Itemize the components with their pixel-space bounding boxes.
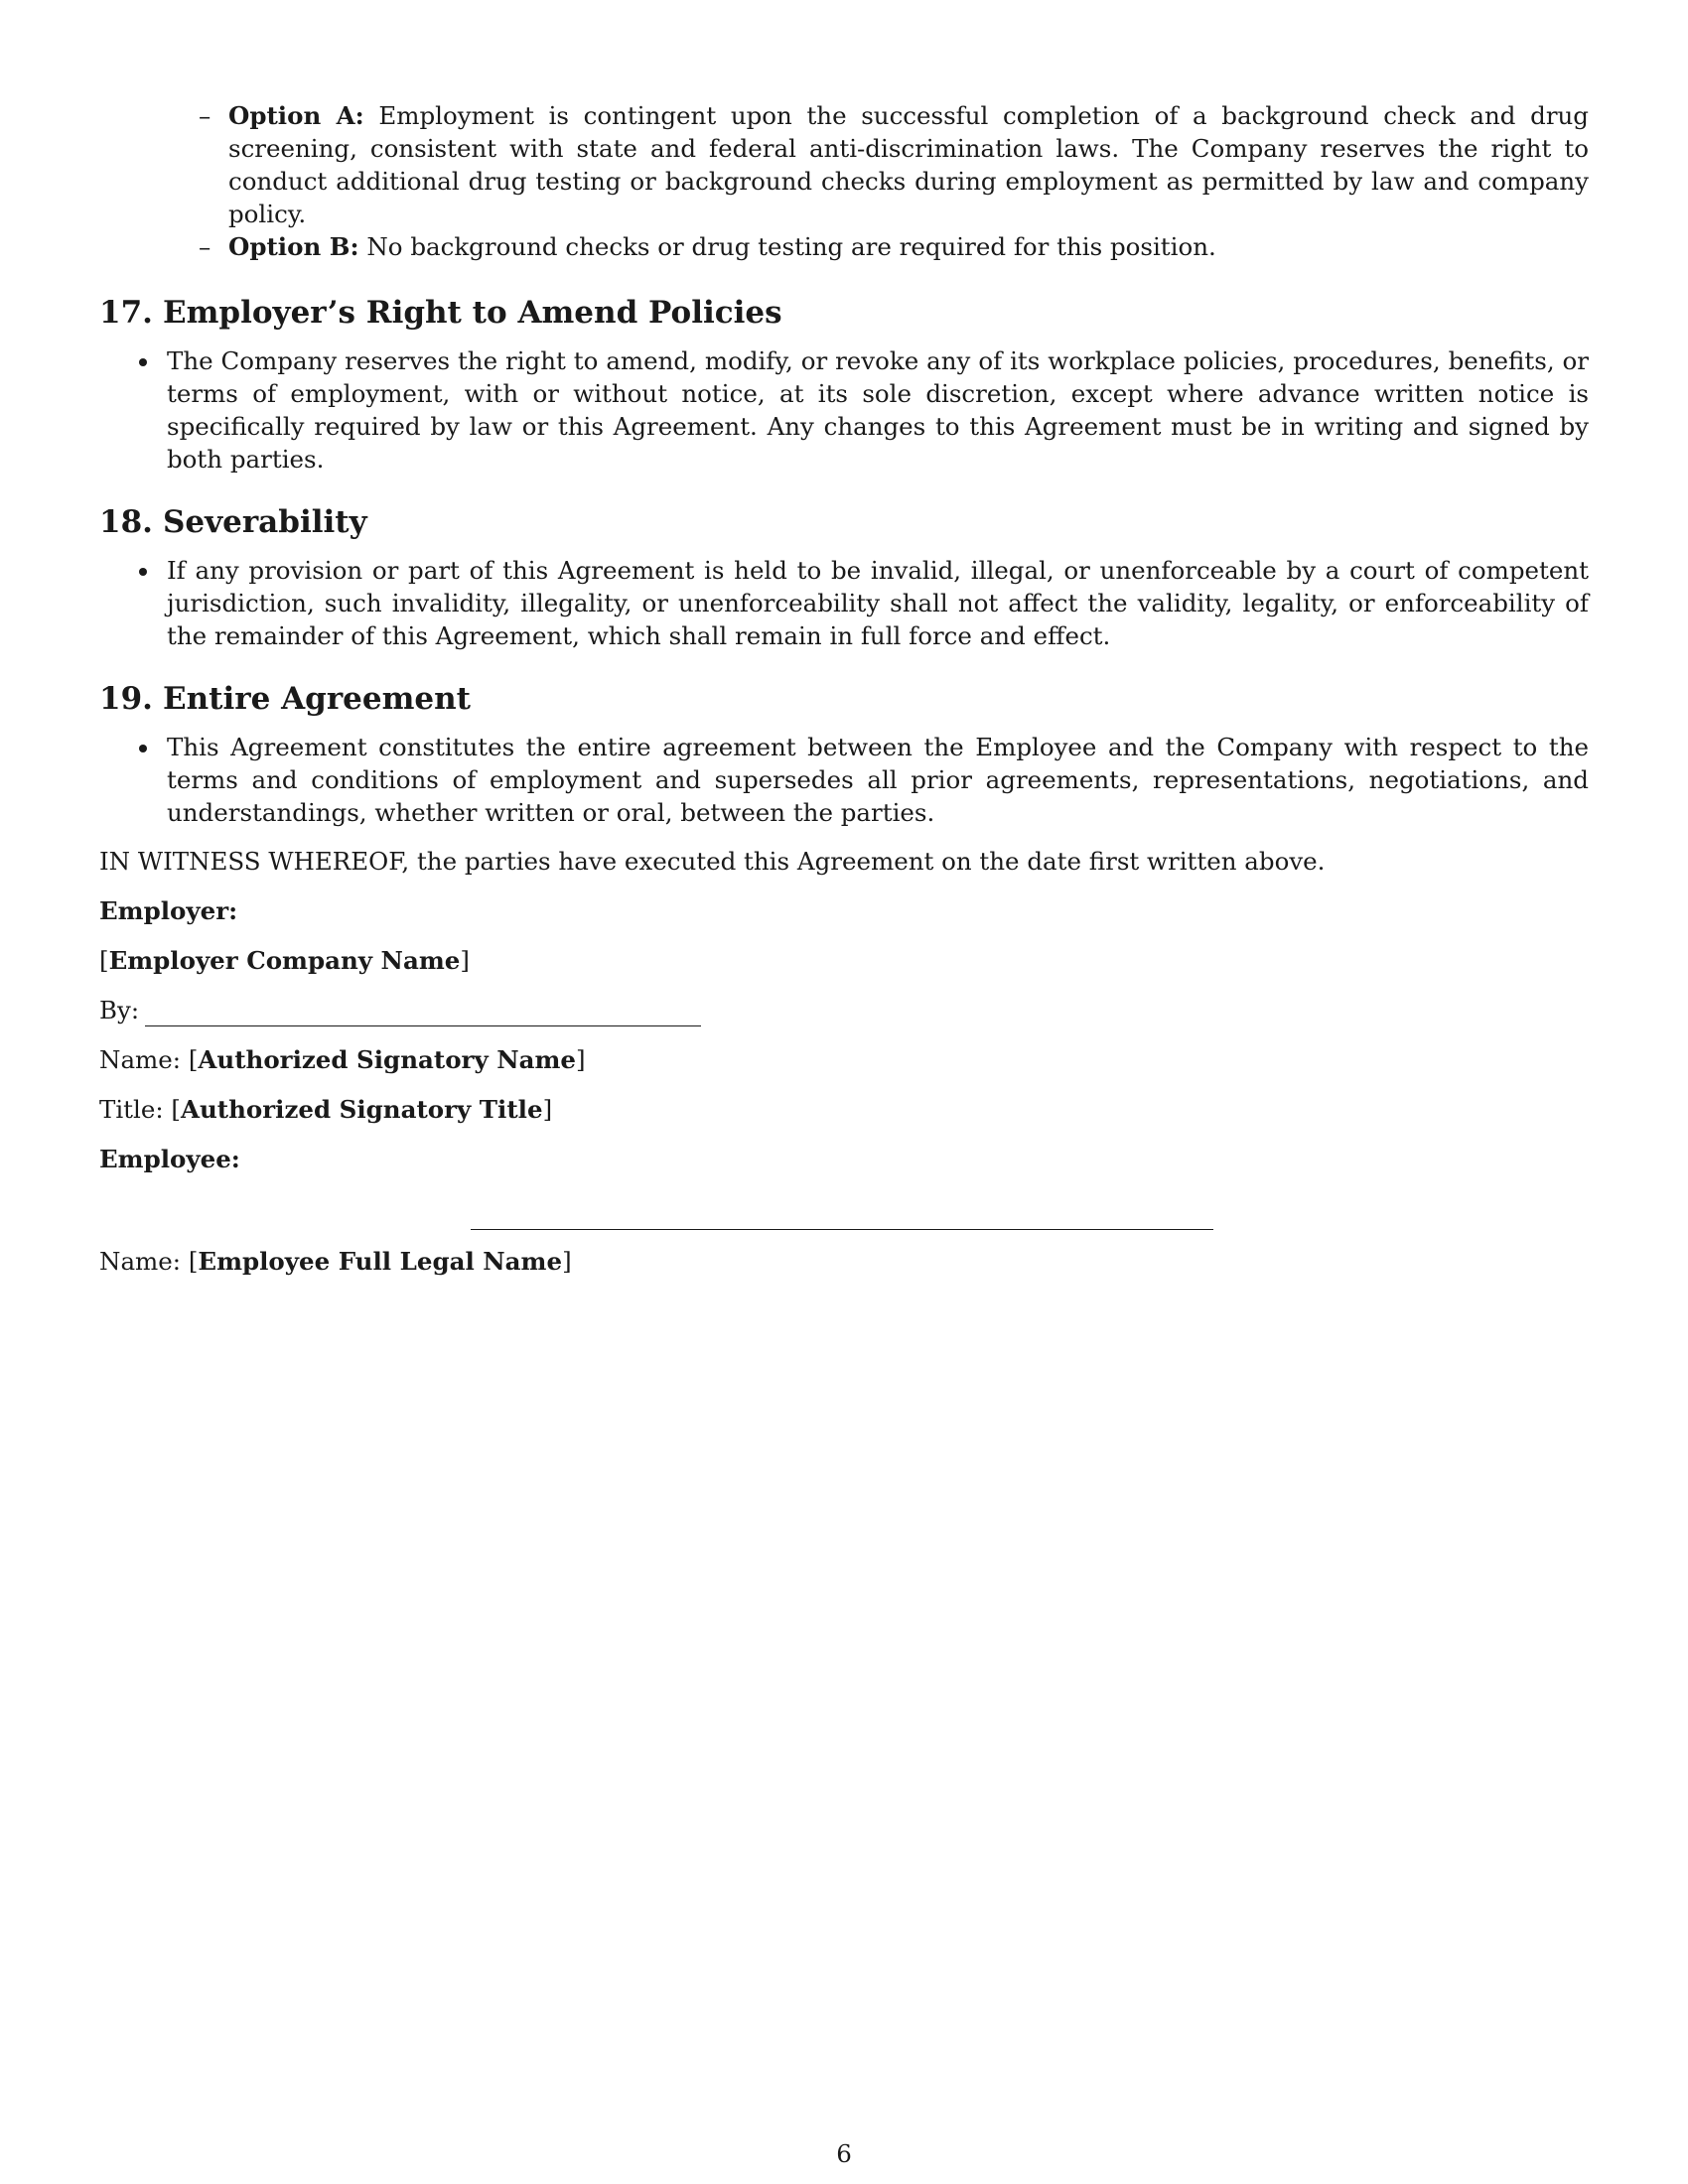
by-label: By: [99, 996, 140, 1024]
section-18-text: If any provision or part of this Agreement is held to be invalid, illegal, or unenforceable by a court of competent jurisdiction, such invalidity, illegality, or unenforceability shall not affect the validity, legality, or enforceability of the remainder of this Agreement, which shall remain in full force and effect. [167, 556, 1589, 650]
section-19-heading [99, 679, 1589, 719]
employer-by-row [99, 994, 1589, 1026]
section-number: 17. [99, 295, 153, 331]
option-b-text: No background checks or drug testing are required for this position. [366, 232, 1216, 261]
title-label: Title: [99, 1095, 164, 1124]
employee-name-row: Name: [Employee Full Legal Name] [99, 1247, 572, 1276]
employer-company-name: Employer Company Name [108, 946, 461, 975]
section-17-bullet [99, 344, 1589, 476]
employer-name-row: Name: [Authorized Signatory Name] [99, 1045, 586, 1074]
section-17-heading [99, 293, 1589, 333]
section-number: 19. [99, 681, 153, 717]
employee-full-legal-name: Employee Full Legal Name [198, 1247, 563, 1276]
section-title: Employer’s Right to Amend Policies [163, 295, 782, 331]
employee-label: Employee: [99, 1145, 240, 1173]
section-19-text: This Agreement constitutes the entire agreement between the Employee and the Company with respect to the terms and conditions of employment and supersedes all prior agreements, representations, negotiations, and understandings, whether written or oral, between the parties. [167, 733, 1589, 827]
section-title: Severability [163, 504, 367, 540]
option-b-label: Option B: [228, 232, 359, 261]
bullet-icon [139, 568, 147, 576]
authorized-signatory-name: Authorized Signatory Name [198, 1045, 576, 1074]
option-a [99, 99, 1589, 230]
employee-signature-area [99, 1175, 1589, 1245]
option-b [99, 230, 1589, 263]
page-number: 6 [836, 2139, 852, 2168]
section-17-text: The Company reserves the right to amend, modify, or revoke any of its workplace policies, procedures, benefits, or terms of employment, with or without notice, at its sole discretion, except where advance written notice is specifically required by law or this Agreement. Any changes to this Agreement must be in writing and signed by both parties. [167, 346, 1589, 474]
witness-statement: IN WITNESS WHEREOF, the parties have executed this Agreement on the date first written above. [99, 847, 1326, 876]
employee-signature-line[interactable] [471, 1229, 1213, 1230]
employer-heading [99, 894, 1589, 927]
employer-label: Employer: [99, 896, 238, 925]
document-page [99, 99, 1589, 1278]
section-19-bullet [99, 731, 1589, 829]
employer-title-row: Title: [Authorized Signatory Title] [99, 1095, 553, 1124]
name-label: Name: [99, 1247, 182, 1276]
dash-marker: – [199, 101, 211, 130]
section-title: Entire Agreement [163, 681, 471, 717]
employee-heading [99, 1143, 1589, 1175]
dash-marker: – [199, 232, 211, 261]
option-a-text: Employment is contingent upon the successful completion of a background check and drug screening, consistent with state and federal anti-discrimination laws. The Company reserves the right to conduct additional drug testing or background checks during employment as permitted by law and company policy. [228, 101, 1589, 228]
authorized-signatory-title: Authorized Signatory Title [180, 1095, 543, 1124]
section-18-bullet [99, 554, 1589, 652]
bullet-icon [139, 745, 147, 752]
section-18-heading [99, 502, 1589, 542]
bullet-icon [139, 358, 147, 366]
option-a-label: Option A: [228, 101, 364, 130]
section-number: 18. [99, 504, 153, 540]
name-label: Name: [99, 1045, 182, 1074]
employer-signature-line[interactable] [145, 1000, 701, 1026]
employer-company: [Employer Company Name] [99, 946, 470, 975]
